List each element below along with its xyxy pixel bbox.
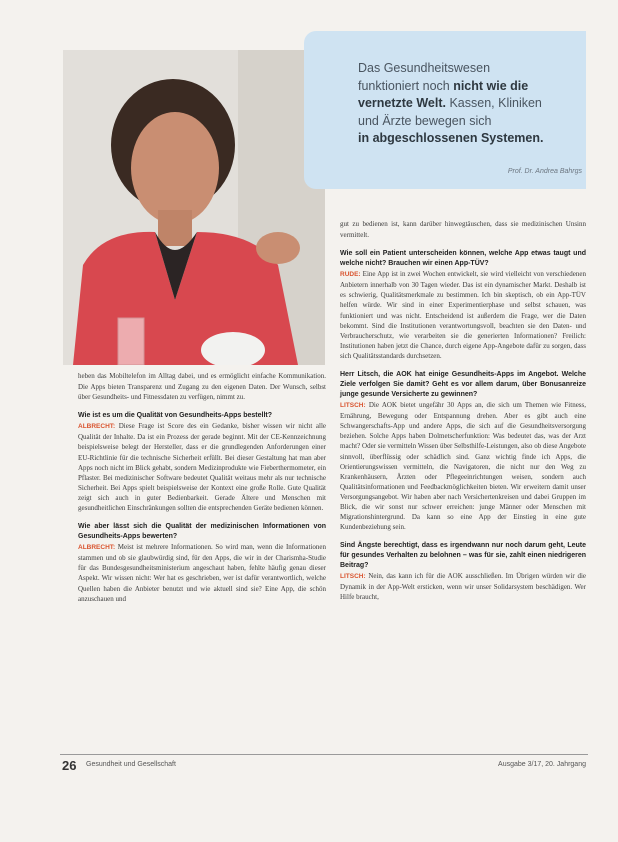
- interview-answer: LITSCH: Nein, das kann ich für die AOK ausschließen. Im Übrigen würden wir die Dynamik in der App-Welt ersticken, wenn wir unser Solidarsystem beschädigen. Wer Hilfe braucht,: [340, 572, 586, 602]
- interview-question: Wie soll ein Patient unterscheiden können, welche App etwas taugt und welche nicht? Brauchen wir einen App-TÜV?: [340, 250, 586, 268]
- interview-answer: ALBRECHT: Diese Frage ist Score des ein Gedanke, bisher wissen wir nicht alle Qualität der Inhalte. Da ist ein Prozess der gerade beginnt. Mit der CE-Kennzeichnung beispielsweise belegt der Hersteller, dass er die grundlegenden Anforderungen einer EU-Richtlinie für die technische Sicherheit erfüllt. Bei dieser Gestaltung hat man aber Apps noch nicht im Blick gehabt, sondern Medizinprodukte wie Fieberthermometer, ein Pflaster. Bei medizinischer Software bedeutet Qualität weitaus mehr als nur technische Sicherheit. Bei Apps spielt beispielsweise der Kontext eine große Rolle. Gute Qualität zeigt sich auch in guter Bedienbarkeit. Gerade Ältere und Menschen mit gesundheitlichen Einschränkungen sollten die entsprechenden Geräte bedienen können.: [78, 422, 327, 513]
- quote-line-1: Das Gesundheitswesen: [358, 61, 491, 75]
- interview-question: Wie aber lässt sich die Qualität der medizinischen Informationen von Gesundheits-Apps bewerten?: [78, 523, 326, 541]
- interview-answer: RUDE: Eine App ist in zwei Wochen entwickelt, sie wird vielleicht von verschiedenen Anbietern innerhalb von 30 Tagen wieder. Das ist ein dynamischer Markt. Deshalb ist es schwierig, Qualitätsmerkmale zu bestimmen. Ich bin skeptisch, ob ein App-TÜV helfen würde. Wir sind in einer Experimentierphase und selbst schauen, was funktioniert und was nicht. Entscheidend ist außerdem die Frage, wer die Daten bekommt. Sind die Institutionen verantwortungsvoll, beachten sie den Daten- und Verbraucherschutz, wie verarbeiten sie die generierten Informationen? Freilich: Institutionen haben jetzt die Chance, durch eigene App-Angebote dafür zu sorgen, dass sich Qualitätsstandards durchsetzen.: [340, 270, 586, 360]
- quote-author: Prof. Dr. Andrea Bahrgs: [507, 168, 582, 175]
- interview-answer: ALBRECHT: Meist ist mehrere Informationen. So wird man, wenn die Informationen stammen und ob sie glaubwürdig sind, für den Apps, die wir in der Charismha-Studie für das Bundesgesundheitsministerium angeschaut haben, fehlte häufig genau dieser Aspekt. Wir wissen nicht: Wer hat es geschrieben, wer ist dafür verantwortlich, welche Quellen haben die Anbieter benutzt und wie aktuell sind sie? Eine App, die schön anzuschauen und: [78, 543, 327, 603]
- speaker-name: ALBRECHT:: [78, 423, 116, 431]
- interview-question: Wie ist es um die Qualität von Gesundheits-Apps bestellt?: [78, 412, 273, 420]
- footer-rule: [60, 754, 588, 755]
- page-number: 26: [62, 758, 77, 773]
- interview-question: Sind Ängste berechtigt, dass es irgendwann nur noch darum geht, Leute für gesundes Verhalten zu belohnen – was für sie, zahlt einen niedrigeren Beitrag?: [340, 542, 586, 570]
- article-column-left: [78, 371, 326, 604]
- speaker-name: LITSCH:: [340, 402, 366, 410]
- quote-line-3b: Kassen, Kliniken: [446, 96, 542, 110]
- speaker-name: LITSCH:: [340, 573, 366, 581]
- issue-info: Ausgabe 3/17, 20. Jahrgang: [498, 761, 586, 768]
- quote-line-5: in abgeschlossenen Systemen.: [358, 131, 544, 145]
- paragraph: gut zu bedienen ist, kann darüber hinwegtäuschen, dass sie medizinischen Unsinn vermittelt.: [340, 220, 586, 240]
- quote-line-3: vernetzte Welt.: [358, 96, 446, 110]
- pull-quote: [358, 60, 578, 148]
- article-column-right: [340, 219, 586, 603]
- quote-line-4: und Ärzte bewegen sich: [358, 113, 492, 128]
- section-name: Gesundheit und Gesellschaft: [86, 761, 176, 768]
- quote-line-2a: funktioniert noch: [358, 78, 454, 93]
- speaker-name: ALBRECHT:: [78, 544, 116, 552]
- paragraph: heben das Mobiltelefon im Alltag dabei, und es ermöglicht einfache Kommunikation. Die Apps bieten Transparenz und Zugang zu den eigenen Daten. Der Wunsch, selbst über Gesundheits- und Fitnessdaten zu verfügen, nimmt zu.: [78, 372, 326, 402]
- interview-photo: [63, 50, 325, 365]
- interview-question: Herr Litsch, die AOK hat einige Gesundheits-Apps im Angebot. Welche Ziele verfolgen Sie damit? Geht es vor allem darum, über Bonusanreize junge gesunde Versicherte zu gewinnen?: [340, 371, 586, 399]
- portrait-illustration: [63, 50, 325, 365]
- interview-answer: LITSCH: Die AOK bietet ungefähr 30 Apps an, die sich um Themen wie Fitness, Ernährung, Bewegung oder Entspannung drehen. Aber es gibt auch eine Schwangerschafts-App und andere Apps, die sich auf die Gesundheitsversorgung beziehen. Solche Apps haben Dolmetscherfunktion: Was bedeutet das, was der Arzt macht? Oder sie vermitteln Wissen über Selbsthilfe-Leistungen, also ob diese Angebote sinnvoll, überflüssig oder schädlich sind. Ganz wichtig finde ich Apps, die Orientierungswissen vermitteln, die Navigatoren, die nicht nur den Weg zu Krankenhäusern, Ärzten oder Pflegeeinrichtungen weisen, sondern auch Qualitätsinformationen und Feedbackmöglichkeiten bieten. Wir erweitern damit unser Versorgungsangebot. Wir haben aber nach Versichertenkreisen und dabei Gruppen im Blick, die wir sonst nur schwer erreichen: junge Männer oder Menschen mit Migrationshintergrund. Da kann so eine App der Einstieg in eine gute Kundenbeziehung sein.: [340, 401, 586, 532]
- quote-line-2b: nicht wie die: [453, 78, 529, 93]
- speaker-name: RUDE:: [340, 271, 361, 279]
